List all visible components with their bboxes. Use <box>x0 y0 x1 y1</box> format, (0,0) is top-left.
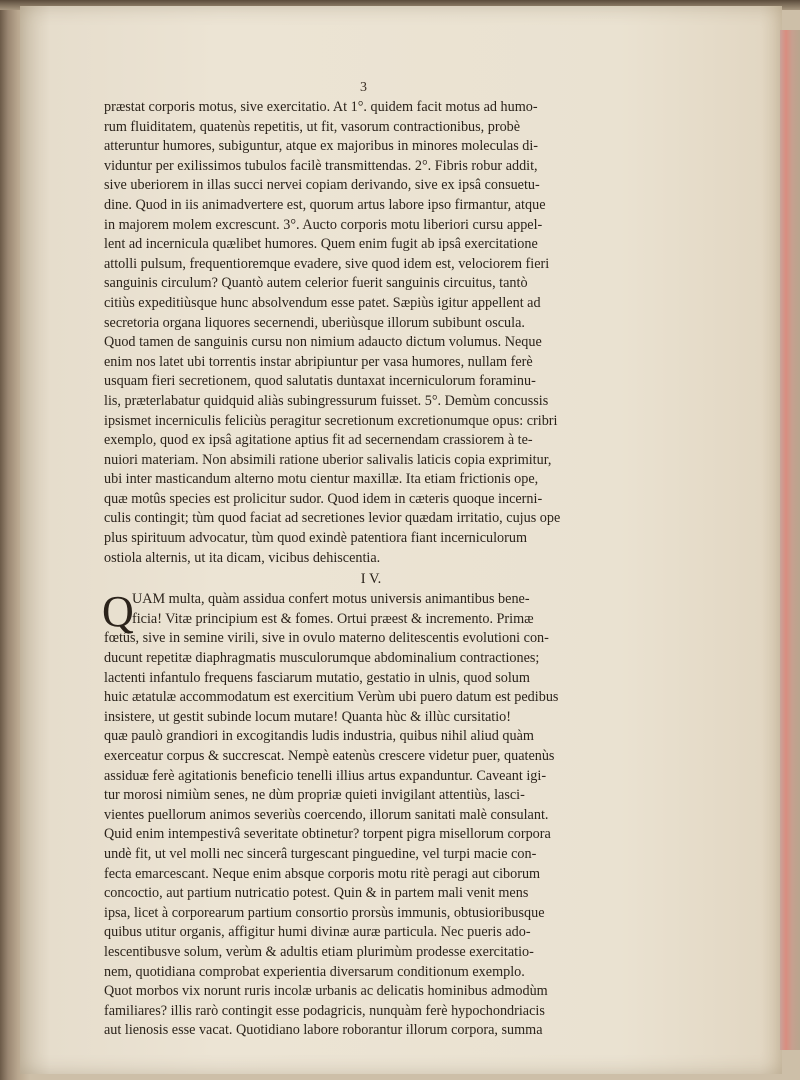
text-line: undè fit, ut vel molli nec sincerâ turgescant pinguedine, vel turpi macie con- <box>104 845 537 862</box>
text-line: ostiola alternis, ut ita dicam, vicibus dehiscentia. <box>104 549 381 566</box>
text-line: enim nos latet ubi torrentis instar abripiuntur per vasa humores, nullam ferè <box>104 353 533 370</box>
text-line: aut lienosis esse vacat. Quotidiano labore roborantur illorum corpora, summa <box>104 1022 543 1039</box>
text-line: insistere, ut gestit subinde locum mutare! Quanta hùc & illùc cursitatio! <box>104 708 512 725</box>
text-line: UAM multa, quàm assidua confert motus universis animantibus bene- <box>132 591 530 608</box>
text-line: vientes puellorum animos severiùs coercendo, illorum sanitati malè consulant. <box>104 806 549 823</box>
text-line: concoctio, aut partium nutricatio potest. Quin & in partem mali venit mens <box>104 885 529 902</box>
paragraph-1 <box>104 98 628 568</box>
text-line: lactenti infantulo frequens fasciarum mutatio, gestatio in ulnis, quod solum <box>104 669 530 686</box>
text-line: ipsismet incerniculis feliciùs peragitur secretionum excretionumque opus: cribri <box>104 412 558 429</box>
section-heading: I V. <box>360 571 382 588</box>
page-number: 3 <box>360 80 367 95</box>
text-line: ipsa, licet à corporearum partium consortio prorsùs immunis, obtusioribusque <box>104 904 545 921</box>
text-block <box>104 98 628 1041</box>
text-line: viduntur per exilissimos tubulos facilè transmittendas. 2°. Fibris robur addit, <box>104 157 538 174</box>
text-line: fecta emarcescant. Neque enim absque corporis motu ritè peragi aut ciborum <box>104 865 541 882</box>
text-line: tur morosi nimiùm senes, ne dùm propriæ quieti invigilant attentiùs, lasci- <box>104 787 525 804</box>
text-line: rum fluiditatem, quatenùs repetitis, ut fit, vasorum contractionibus, probè <box>104 118 521 135</box>
text-line: assiduæ ferè agitationis beneficio tenelli illius artus expanduntur. Caveant igi- <box>104 767 547 784</box>
text-line: quibus utitur organis, affigitur humi divinæ auræ particula. Nec pueris ado- <box>104 924 531 941</box>
text-line: sanguinis circulum? Quantò autem celerior fuerit sanguinis circuitus, tantò <box>104 275 528 292</box>
text-line: lent ad incernicula quælibet humores. Quem enim fugit ab ipsâ exercitatione <box>104 236 538 253</box>
text-line: Quot morbos vix norunt ruris incolæ urbanis ac delicatis hominibus admodùm <box>104 983 548 1000</box>
text-line: secretoria organa liquores secernendi, uberiùsque illorum subibunt oscula. <box>104 314 525 331</box>
text-line: lis, præterlabatur quidquid aliàs subingressurum fuisset. 5°. Demùm concussis <box>104 392 549 409</box>
text-line: atteruntur humores, subiguntur, atque ex majoribus in minores moleculas di- <box>104 138 539 155</box>
text-line: attolli pulsum, frequentioremque evadere, sive quod idem est, velociorem fieri <box>104 255 550 272</box>
text-line: huic ætatulæ accommodatum est exercitium Verùm ubi puero datum est pedibus <box>104 689 559 706</box>
text-line: exemplo, quod ex ipsâ agitatione aptius fit ad secernendam crassiorem à te- <box>104 432 533 449</box>
text-line: plus spirituum advocatur, tùm quod exindè patentiora fiant incerniculorum <box>104 530 527 547</box>
page-fore-edge <box>780 30 800 1050</box>
text-line: dine. Quod in iis animadvertere est, quorum artus labore ipso firmantur, atque <box>104 196 546 213</box>
text-line: usquam fieri secretionem, quod salutatis duntaxat incerniculorum foraminu- <box>104 373 536 390</box>
text-line: ubi inter masticandum alterno motu cientur maxillæ. Ita etiam frictionis ope, <box>104 471 539 488</box>
text-line: lescentibusve solum, verùm & adultis etiam plurimùm prodesse exercitatio- <box>104 943 534 960</box>
paragraph-2 <box>102 587 628 1041</box>
text-line: culis contingit; tùm quod faciat ad secretiones levior quædam irritatio, cujus ope <box>104 510 561 527</box>
text-line: præstat corporis motus, sive exercitatio. At 1°. quidem facit motus ad humo- <box>104 99 538 115</box>
text-line: ducunt repetitæ diaphragmatis musculorumque abdominalium contractiones; <box>104 650 540 667</box>
text-line: Quod tamen de sanguinis cursu non nimium adaucto dictum volumus. Neque <box>104 334 542 351</box>
text-line: citiùs expeditiùsque hunc absolvendum esse patet. Sæpiùs igitur appellent ad <box>104 294 541 311</box>
text-line: sive uberiorem in illas succi nervei copiam derivando, sive ex ipsâ consuetu- <box>104 177 540 194</box>
drop-cap: Q <box>102 587 134 637</box>
text-line: quæ motûs species est prolicitur sudor. Quod idem in cæteris quoque incerni- <box>104 490 543 507</box>
text-line: exerceatur corpus & succrescat. Nempè eatenùs crescere videtur puer, quatenùs <box>104 748 555 764</box>
text-line: fœtûs, sive in semine virili, sive in ovulo materno delitescentis evolutioni con- <box>104 630 549 647</box>
text-line: nem, quotidiana comprobat experientia diversarum conditionum exemplo. <box>104 963 525 980</box>
text-line: nuiori materiam. Non absimili ratione uberior salivalis laticis copia exprimitur, <box>104 451 552 468</box>
text-line: in majorem molem excrescunt. 3°. Aucto corporis motu liberiori cursu appel- <box>104 216 543 233</box>
text-line: Quid enim intempestivâ severitate obtinetur? torpent pigra misellorum corpora <box>104 826 551 843</box>
text-line: familiares? illis rarò contingit esse podagricis, nunquàm ferè hypochondriacis <box>104 1002 545 1019</box>
text-line: quæ paulò grandiori in excogitandis ludis industria, quibus nihil aliud quàm <box>104 728 534 745</box>
text-line: ficia! Vitæ principium est & fomes. Ortui præest & incremento. Primæ <box>132 610 534 627</box>
